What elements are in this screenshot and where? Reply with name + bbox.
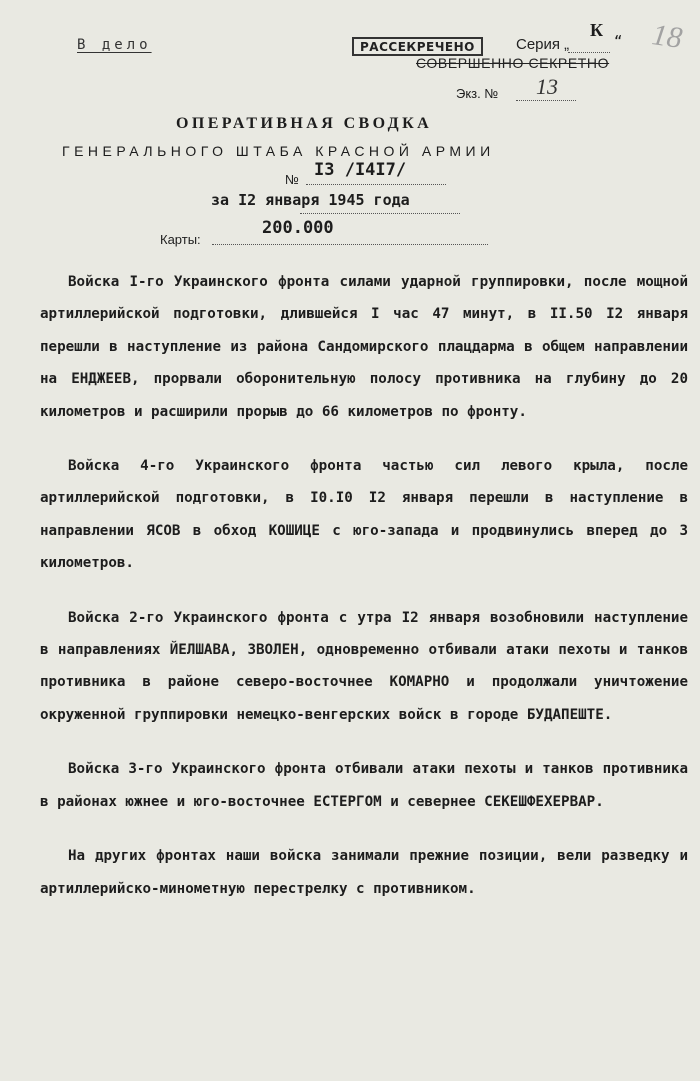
series-label: Серия „ — [516, 36, 570, 53]
series-closing-quote: “ — [614, 34, 623, 50]
copy-number-label: Экз. № — [456, 86, 499, 101]
document-subtitle: ГЕНЕРАЛЬНОГО ШТАБА КРАСНОЙ АРМИИ — [62, 143, 495, 159]
report-number-value: I3 /I4I7/ — [314, 160, 407, 180]
paragraph-other-fronts: На других фронтах наши войска занимали прежние позиции, вели разведку и артиллерийско-минометную перестрелку с противником. — [40, 848, 688, 897]
maps-line — [212, 244, 488, 245]
paragraph-3rd-ukrainian-front: Войска 3-го Украинского фронта отбивали атаки пехоты и танков противника в районах южнее и юго-восточнее ЕСТЕРГОМ и севернее СЕКЕШФЕХЕРВАР. — [40, 761, 688, 810]
paragraph-4th-ukrainian-front: Войска 4-го Украинского фронта частью сил левого крыла, после артиллерийской подготовки, в I0.I0 I2 января перешли в наступление в направлении ЯСОВ в обход КОШИЦЕ с юго-запада и продвинулись вперед до 3 километров. — [40, 458, 688, 572]
paragraph-1st-ukrainian-front: Войска I-го Украинского фронта силами ударной группировки, после мощной артиллерийской подготовки, длившейся I час 47 минут, в II.50 I2 января перешли в наступление из района Сандомирского плацдарма в общем направлении на ЕНДЖЕЕВ, прорвали оборонительную полосу противника на глубину до 20 километров и расширили прорыв до 66 километров по фронту. — [40, 274, 688, 420]
document-title: ОПЕРАТИВНАЯ СВОДКА — [176, 115, 433, 132]
paragraph-2nd-ukrainian-front: Войска 2-го Украинского фронта с утра I2 января возобновили наступление в направлениях ЙЕЛШАВА, ЗВОЛЕН, одновременно отбивали атаки пехоты и танков противника в районе северо-восточнее КОМАРНО и продолжали уничтожение окруженной группировки немецко-венгерских войск в городе БУДАПЕШТЕ. — [40, 609, 688, 723]
struck-secret-label: СОВЕРШЕННО СЕКРЕТНО — [416, 55, 610, 71]
report-body — [40, 266, 688, 927]
copy-number-value: 13 — [536, 74, 558, 99]
report-number-line — [306, 184, 446, 185]
report-number-label: № — [285, 172, 299, 187]
report-date-line — [300, 213, 460, 214]
file-note: В дело — [77, 37, 152, 53]
copy-number-line — [516, 100, 576, 101]
report-date: за I2 января 1945 года — [211, 191, 410, 209]
declassified-stamp: РАССЕКРЕЧЕНО — [352, 37, 483, 56]
handwritten-page-number: 18 — [649, 18, 685, 55]
series-letter: К — [590, 20, 604, 40]
series-dotted-line — [568, 52, 610, 53]
maps-scale-value: 200.000 — [262, 218, 334, 238]
maps-label: Карты: — [160, 232, 201, 247]
